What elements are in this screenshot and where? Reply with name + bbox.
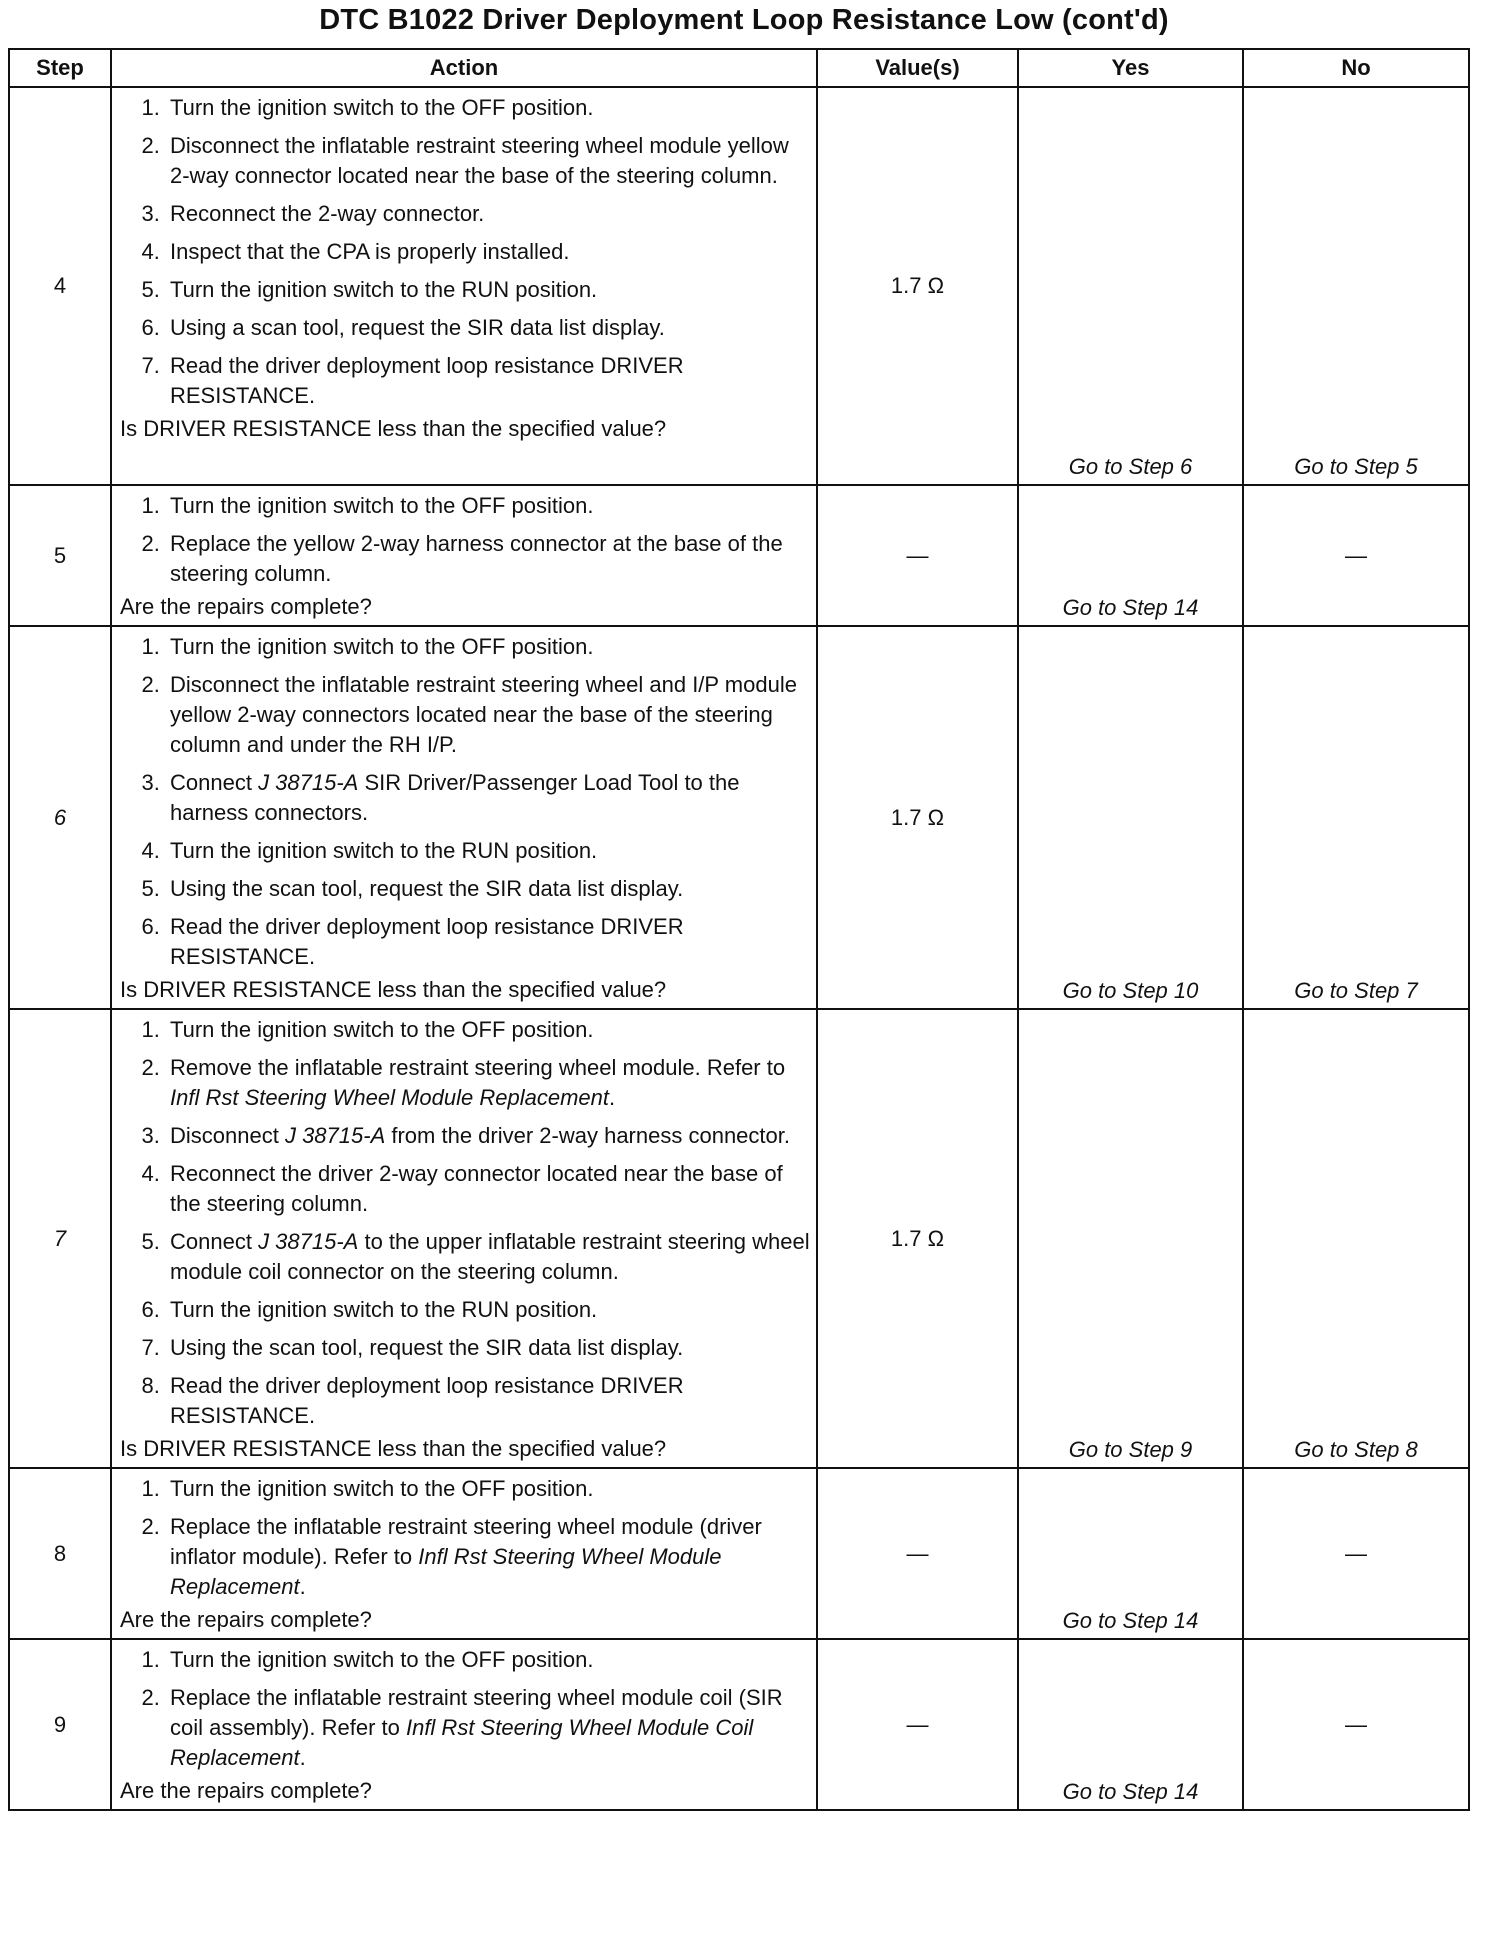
- action-step: 1. Turn the ignition switch to the OFF position.: [166, 491, 812, 521]
- action-text: Connect: [170, 770, 259, 795]
- table-row: [9, 1009, 1469, 1468]
- action-step: [166, 1683, 812, 1773]
- no-cell: —: [1243, 1468, 1469, 1639]
- no-cell: —: [1243, 1639, 1469, 1810]
- action-step: [166, 1227, 812, 1287]
- yes-cell: Go to Step 14: [1018, 1468, 1243, 1639]
- procedure-reference: Infl Rst Steering Wheel Module Coil Replacement: [170, 1715, 754, 1770]
- header-yes: Yes: [1018, 49, 1243, 87]
- step-number: 8: [9, 1468, 111, 1639]
- action-step: 5. Turn the ignition switch to the RUN position.: [166, 275, 812, 305]
- action-steps: [120, 491, 812, 589]
- yes-cell: Go to Step 10: [1018, 626, 1243, 1009]
- action-cell: [111, 1639, 817, 1810]
- action-step: 6. Using a scan tool, request the SIR data list display.: [166, 313, 812, 343]
- action-text: .: [299, 1745, 306, 1770]
- action-question: Are the repairs complete?: [120, 1607, 372, 1632]
- action-step: 1. Turn the ignition switch to the OFF position.: [166, 93, 812, 123]
- page-title: DTC B1022 Driver Deployment Loop Resistance Low (cont'd): [319, 4, 1169, 36]
- no-cell: —: [1243, 485, 1469, 626]
- action-steps: [120, 1474, 812, 1602]
- action-step: 7. Read the driver deployment loop resistance DRIVER RESISTANCE.: [166, 351, 812, 411]
- action-step: 8. Read the driver deployment loop resistance DRIVER RESISTANCE.: [166, 1371, 812, 1431]
- action-text: SIR Driver/Passenger Load Tool to the harness connectors.: [170, 770, 740, 825]
- action-cell: [111, 626, 817, 1009]
- action-cell: [111, 1468, 817, 1639]
- action-steps: [120, 1015, 812, 1431]
- action-steps: [120, 93, 812, 411]
- action-cell: [111, 1009, 817, 1468]
- step-number: 4: [9, 87, 111, 485]
- action-step: 1. Turn the ignition switch to the OFF position.: [166, 632, 812, 662]
- step-number: 9: [9, 1639, 111, 1810]
- action-question: Is DRIVER RESISTANCE less than the specified value?: [120, 1436, 667, 1461]
- value-cell: —: [817, 485, 1018, 626]
- action-step: 4. Turn the ignition switch to the RUN position.: [166, 836, 812, 866]
- tool-reference: J 38715-A: [258, 1229, 359, 1254]
- table-row: [9, 1639, 1469, 1810]
- action-question: Is DRIVER RESISTANCE less than the specified value?: [120, 977, 667, 1002]
- value-cell: —: [817, 1639, 1018, 1810]
- header-row: [9, 49, 1469, 87]
- action-step: 1. Turn the ignition switch to the OFF position.: [166, 1015, 812, 1045]
- value-cell: —: [817, 1468, 1018, 1639]
- procedure-reference: Infl Rst Steering Wheel Module Replacement: [170, 1544, 722, 1599]
- action-step: 1. Turn the ignition switch to the OFF position.: [166, 1474, 812, 1504]
- action-step: 2. Replace the yellow 2-way harness connector at the base of the steering column.: [166, 529, 812, 589]
- yes-cell: Go to Step 6: [1018, 87, 1243, 485]
- step-number: 6: [9, 626, 111, 1009]
- action-text: Replace the inflatable restraint steering wheel module (driver inflator module). Refer to: [170, 1514, 762, 1569]
- step-number: 5: [9, 485, 111, 626]
- tool-reference: J 38715-A: [258, 770, 359, 795]
- step-number: 7: [9, 1009, 111, 1468]
- value-cell: 1.7 Ω: [817, 1009, 1018, 1468]
- header-action: Action: [111, 49, 817, 87]
- action-step: 4. Reconnect the driver 2-way connector located near the base of the steering column.: [166, 1159, 812, 1219]
- action-step: [166, 1512, 812, 1602]
- action-step: 7. Using the scan tool, request the SIR data list display.: [166, 1333, 812, 1363]
- action-cell: [111, 87, 817, 485]
- no-cell: Go to Step 7: [1243, 626, 1469, 1009]
- value-cell: 1.7 Ω: [817, 87, 1018, 485]
- action-cell: [111, 485, 817, 626]
- header-step: Step: [9, 49, 111, 87]
- action-step: 6. Turn the ignition switch to the RUN position.: [166, 1295, 812, 1325]
- yes-cell: Go to Step 9: [1018, 1009, 1243, 1468]
- diagnostic-table: [8, 48, 1470, 1811]
- action-step: [166, 768, 812, 828]
- action-text: .: [609, 1085, 616, 1110]
- action-step: [166, 1053, 812, 1113]
- table-row: [9, 87, 1469, 485]
- yes-cell: Go to Step 14: [1018, 1639, 1243, 1810]
- header-no: No: [1243, 49, 1469, 87]
- action-question: Is DRIVER RESISTANCE less than the specified value?: [120, 416, 667, 441]
- no-cell: Go to Step 5: [1243, 87, 1469, 485]
- tool-reference: J 38715-A: [284, 1123, 386, 1148]
- action-text: Replace the inflatable restraint steering wheel module coil (SIR coil assembly). Refer to: [170, 1685, 783, 1740]
- action-steps: [120, 1645, 812, 1773]
- action-question: Are the repairs complete?: [120, 1778, 372, 1803]
- action-text: Connect: [170, 1229, 259, 1254]
- action-step: [166, 1121, 812, 1151]
- action-question: Are the repairs complete?: [120, 594, 372, 619]
- action-step: 6. Read the driver deployment loop resistance DRIVER RESISTANCE.: [166, 912, 812, 972]
- action-step: 2. Disconnect the inflatable restraint steering wheel module yellow 2-way connector located near the base of the steering column.: [166, 131, 812, 191]
- table-row: [9, 1468, 1469, 1639]
- action-steps: [120, 632, 812, 972]
- action-text: Disconnect: [170, 1123, 285, 1148]
- action-step: 4. Inspect that the CPA is properly installed.: [166, 237, 812, 267]
- table-row: [9, 485, 1469, 626]
- no-cell: Go to Step 8: [1243, 1009, 1469, 1468]
- action-step: 1. Turn the ignition switch to the OFF position.: [166, 1645, 812, 1675]
- table-row: [9, 626, 1469, 1009]
- action-step: 2. Disconnect the inflatable restraint steering wheel and I/P module yellow 2-way connectors located near the base of the steering column and under the RH I/P.: [166, 670, 812, 760]
- value-cell: 1.7 Ω: [817, 626, 1018, 1009]
- header-values: Value(s): [817, 49, 1018, 87]
- action-text: from the driver 2-way harness connector.: [385, 1123, 790, 1148]
- action-step: 3. Reconnect the 2-way connector.: [166, 199, 812, 229]
- action-text: to the upper inflatable restraint steering wheel module coil connector on the steering column.: [170, 1229, 810, 1284]
- procedure-reference: Infl Rst Steering Wheel Module Replacement: [170, 1085, 609, 1110]
- action-step: 5. Using the scan tool, request the SIR data list display.: [166, 874, 812, 904]
- action-text: .: [299, 1574, 306, 1599]
- action-text: Remove the inflatable restraint steering wheel module. Refer to: [170, 1055, 786, 1080]
- yes-cell: Go to Step 14: [1018, 485, 1243, 626]
